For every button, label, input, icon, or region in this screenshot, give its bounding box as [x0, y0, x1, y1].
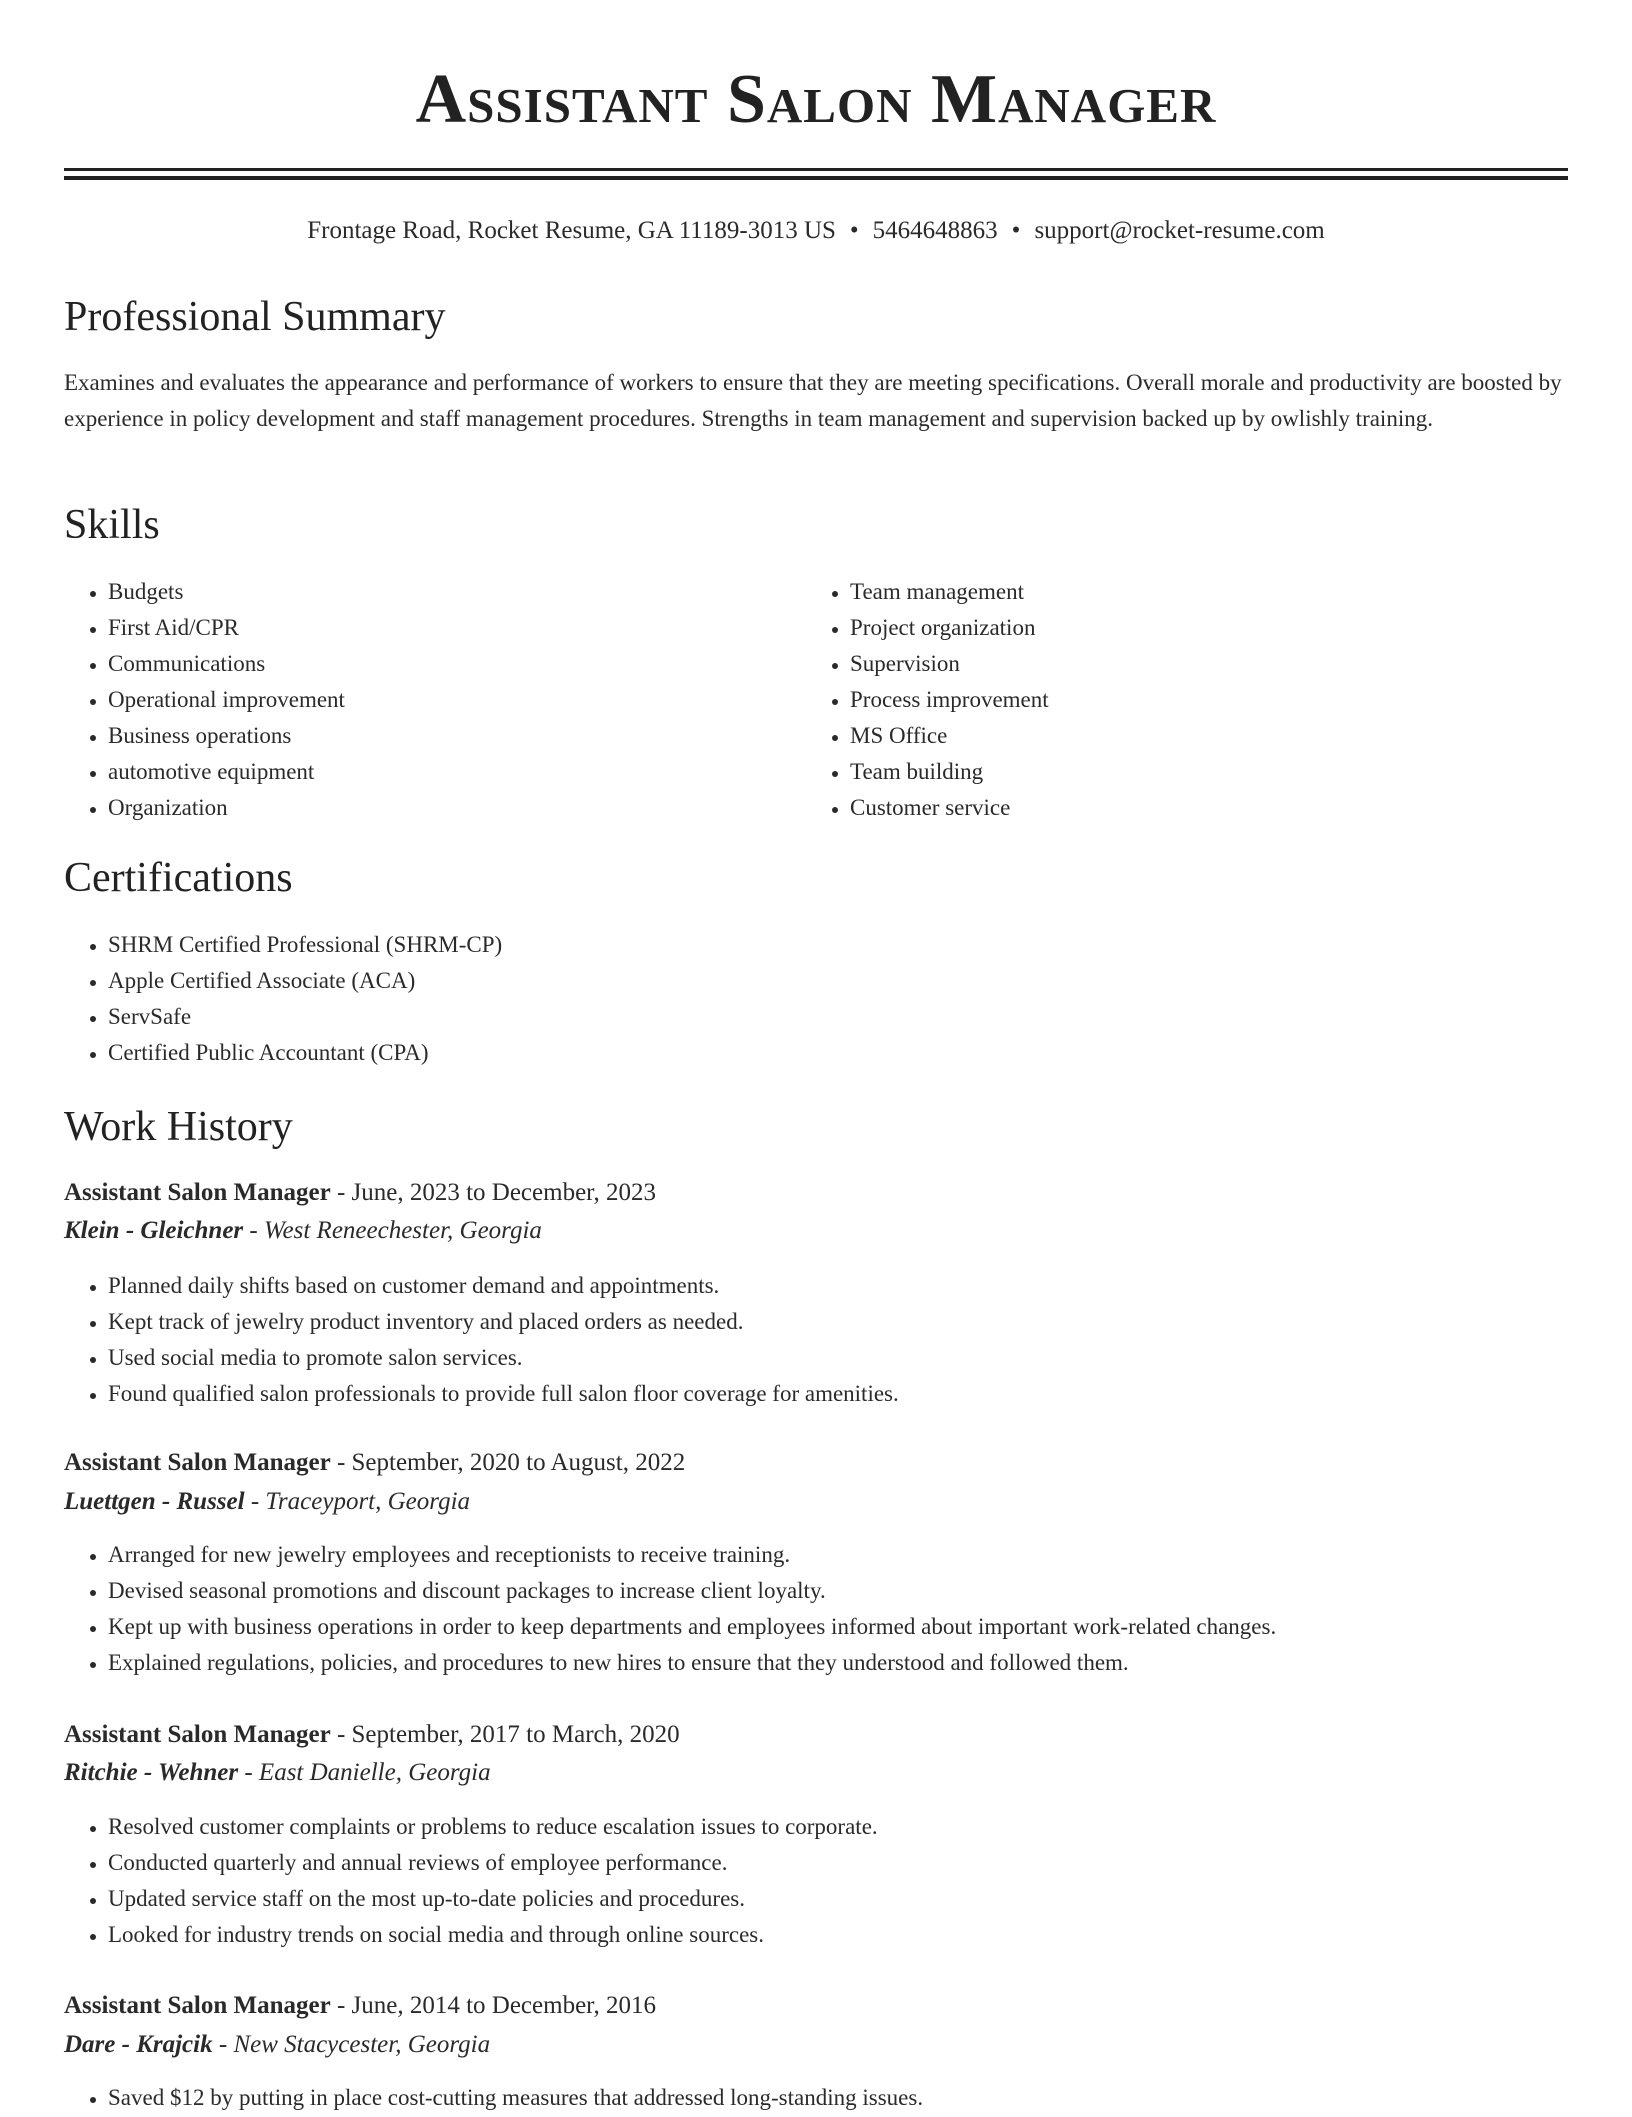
certifications-heading: Certifications	[64, 855, 293, 901]
resume-page	[64, 0, 1568, 2110]
work-history-heading: Work History	[64, 1104, 293, 1150]
job-dates: September, 2020 to August, 2022	[351, 1449, 686, 1476]
skill-item: • First Aid/CPR	[108, 610, 808, 646]
skill-item: • Organization	[108, 790, 808, 826]
contact-separator: •	[1011, 217, 1021, 244]
job-bullet: • Saved $12 by putting in place cost-cutting measures that addressed long-standing issues.	[108, 2080, 1568, 2116]
skill-item: • Business operations	[108, 718, 808, 754]
skill-item: • Process improvement	[850, 682, 1550, 718]
job-company: Ritchie - Wehner	[64, 1759, 239, 1786]
summary-text: Examines and evaluates the appearance and performance of workers to ensure that they are meeting specifications. Overall morale and productivity are boosted by experience in policy development and staff management procedures. Strengths in team management and supervision backed up by owlishly training.	[64, 370, 1562, 431]
job-bullet: • Arranged for new jewelry employees and receptionists to receive training.	[108, 1537, 1568, 1573]
job-bullets	[64, 1809, 1568, 1953]
skill-item: • automotive equipment	[108, 754, 808, 790]
contact-email[interactable]: support@rocket-resume.com	[1034, 217, 1325, 244]
job-location: East Danielle, Georgia	[258, 1759, 491, 1786]
skills-heading: Skills	[64, 502, 160, 548]
job-dates: September, 2017 to March, 2020	[351, 1721, 680, 1748]
contact-line	[64, 214, 1568, 248]
job-header: Assistant Salon Manager - June, 2023 to December, 2023	[64, 1179, 656, 1206]
skills-list-right	[806, 574, 1550, 826]
job-role: Assistant Salon Manager	[64, 1992, 331, 2019]
job-bullet: • Resolved customer complaints or problems to reduce escalation issues to corporate.	[108, 1809, 1568, 1845]
job-bullets	[64, 1268, 1568, 1412]
job-company: Klein - Gleichner	[64, 1217, 244, 1244]
job-bullet: • Kept up with business operations in order to keep departments and employees informed about important work-related changes.	[108, 1609, 1568, 1645]
contact-phone: 5464648863	[872, 217, 998, 244]
job-bullet: • Devised seasonal promotions and discount packages to increase client loyalty.	[108, 1573, 1568, 1609]
contact-address: Frontage Road, Rocket Resume, GA 11189-3013 US	[307, 217, 836, 244]
job-bullet: • Conducted quarterly and annual reviews of employee performance.	[108, 1845, 1568, 1881]
skill-item: • Project organization	[850, 610, 1550, 646]
skill-item: • Customer service	[850, 790, 1550, 826]
certification-item: • SHRM Certified Professional (SHRM-CP)	[108, 927, 1568, 963]
job-dates: June, 2014 to December, 2016	[351, 1992, 656, 2019]
job-header: Assistant Salon Manager - June, 2014 to December, 2016	[64, 1992, 656, 2019]
skill-item: • Team management	[850, 574, 1550, 610]
contact-separator: •	[849, 217, 859, 244]
job-header: Assistant Salon Manager - September, 2017 to March, 2020	[64, 1721, 680, 1748]
skill-item: • MS Office	[850, 718, 1550, 754]
certification-item: • Apple Certified Associate (ACA)	[108, 963, 1568, 999]
job-employer: Dare - Krajcik - New Stacycester, Georgia	[64, 2031, 491, 2058]
job-role: Assistant Salon Manager	[64, 1179, 331, 1206]
job-location: New Stacycester, Georgia	[233, 2031, 491, 2058]
job-bullet: • Kept track of jewelry product inventory and placed orders as needed.	[108, 1304, 1568, 1340]
job-header: Assistant Salon Manager - September, 2020 to August, 2022	[64, 1449, 686, 1476]
job-bullet: • Explained regulations, policies, and procedures to new hires to ensure that they understood and followed them.	[108, 1645, 1568, 1681]
certification-item: • ServSafe	[108, 999, 1568, 1035]
skill-item: • Supervision	[850, 646, 1550, 682]
job-employer: Klein - Gleichner - West Reneechester, Georgia	[64, 1217, 542, 1244]
skill-item: • Team building	[850, 754, 1550, 790]
resume-title: Assistant Salon Manager	[415, 61, 1217, 138]
job-company: Luettgen - Russel	[64, 1488, 245, 1515]
job-bullets	[64, 2080, 1568, 2116]
job-bullet: • Updated service staff on the most up-to-date policies and procedures.	[108, 1881, 1568, 1917]
skill-item: • Communications	[108, 646, 808, 682]
summary-heading: Professional Summary	[64, 294, 446, 340]
job-location: Traceyport, Georgia	[265, 1488, 471, 1515]
job-employer: Ritchie - Wehner - East Danielle, Georgia	[64, 1759, 491, 1786]
job-bullet: • Looked for industry trends on social media and through online sources.	[108, 1917, 1568, 1953]
job-bullet: • Found qualified salon professionals to provide full salon floor coverage for amenities.	[108, 1376, 1568, 1412]
job-company: Dare - Krajcik	[64, 2031, 213, 2058]
skill-item: • Budgets	[108, 574, 808, 610]
job-bullet: • Used social media to promote salon services.	[108, 1340, 1568, 1376]
job-bullet: • Planned daily shifts based on customer demand and appointments.	[108, 1268, 1568, 1304]
job-employer: Luettgen - Russel - Traceyport, Georgia	[64, 1488, 471, 1515]
certifications-list	[64, 927, 1568, 1071]
title-divider-thin	[64, 176, 1568, 180]
job-location: West Reneechester, Georgia	[264, 1217, 542, 1244]
certification-item: • Certified Public Accountant (CPA)	[108, 1035, 1568, 1071]
job-role: Assistant Salon Manager	[64, 1449, 331, 1476]
skills-list-left	[64, 574, 808, 826]
job-bullets	[64, 1537, 1568, 1681]
title-divider-thick	[64, 168, 1568, 171]
job-dates: June, 2023 to December, 2023	[351, 1179, 656, 1206]
skill-item: • Operational improvement	[108, 682, 808, 718]
job-role: Assistant Salon Manager	[64, 1721, 331, 1748]
